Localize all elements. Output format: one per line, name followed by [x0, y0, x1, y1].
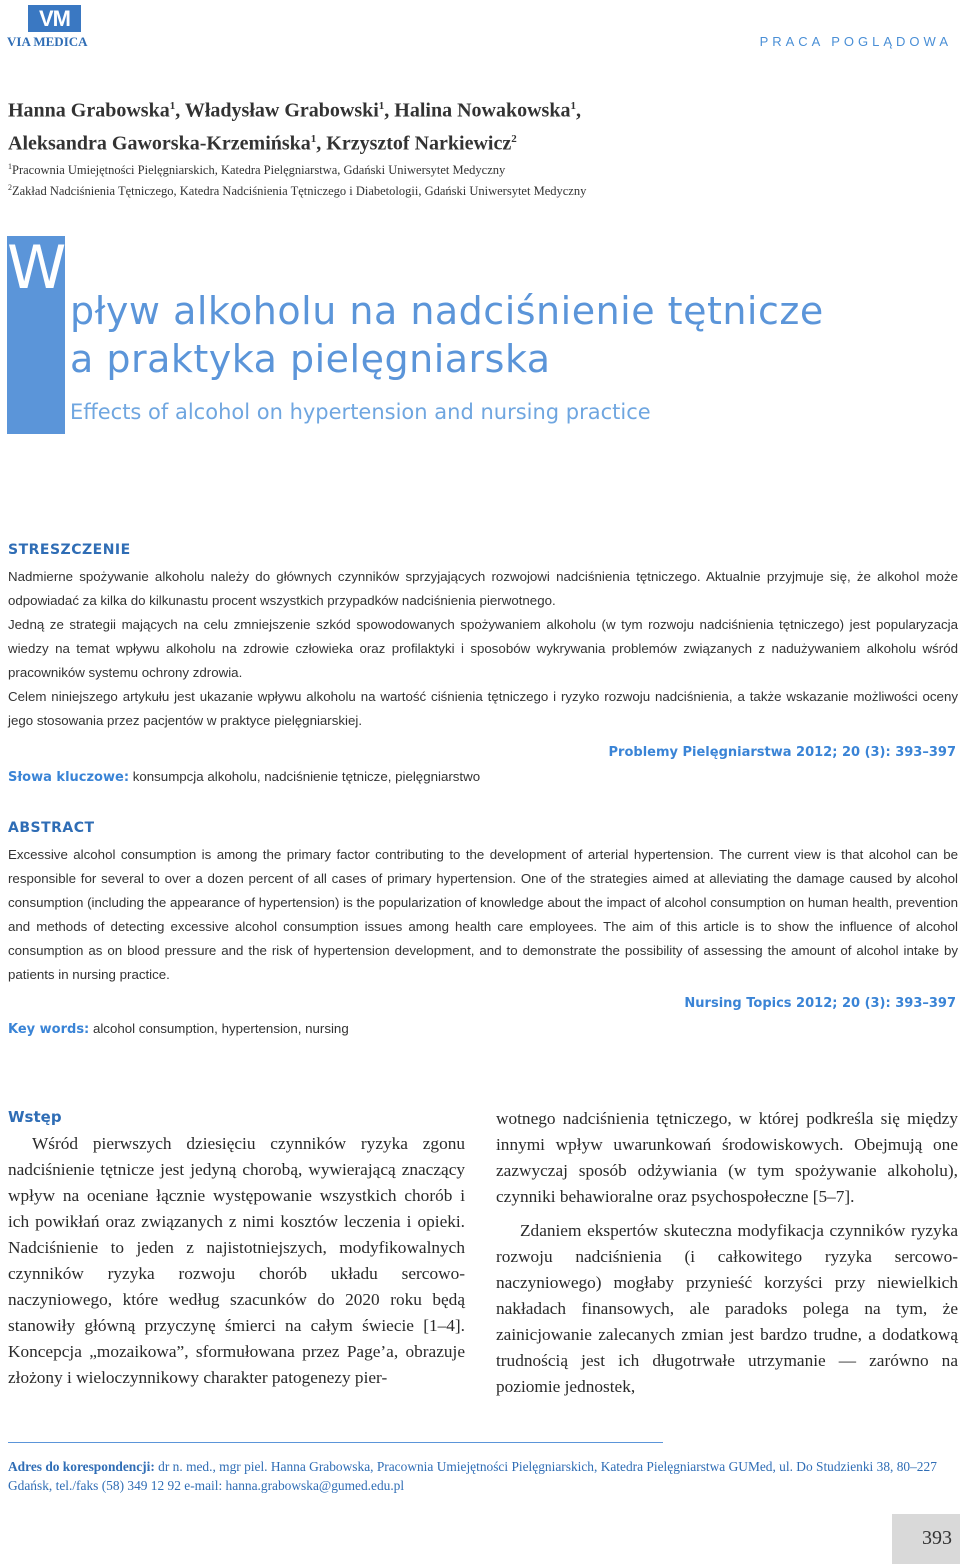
body-paragraph: Zdaniem ekspertów skuteczna modyfikacja czynników ryzyka rozwoju nadciśnienia (i całkowitego ryzyka sercowo-naczyniowego) mogłaby przynieść korzyści przy niewielkich nakładach finansowych, ale paradoks polega na tym, że zainicjowanie zalecanych zmian jest bardzo trudne, a dodatkową trudnością jest ich długotrwałe utrzymanie — zarówno na poziomie jednostek,	[496, 1221, 958, 1396]
abstract-text	[8, 843, 958, 987]
body-column-left	[8, 1131, 465, 1391]
author-name: Hanna Grabowska	[8, 99, 170, 122]
via-medica-logo	[7, 5, 99, 49]
keywords-text: alcohol consumption, hypertension, nursing	[89, 1021, 349, 1036]
article-category: PRACA POGLĄDOWA	[759, 34, 952, 49]
title-initial: W	[7, 233, 67, 303]
logo-mark: VM	[28, 5, 81, 32]
keywords-text: konsumpcja alkoholu, nadciśnienie tętnicze, pielęgniarstwo	[129, 769, 481, 784]
keywords-label: Słowa kluczowe:	[8, 770, 130, 785]
author-affil-sup: 1	[169, 100, 176, 112]
authors-line-1	[8, 92, 581, 125]
streszczenie-heading: STRESZCZENIE	[8, 542, 131, 558]
author-sep: ,	[384, 99, 395, 122]
english-citation: Nursing Topics 2012; 20 (3): 393–397	[684, 996, 956, 1011]
title-line-2: a praktyka pielęgniarska	[70, 337, 551, 381]
footnote-divider	[8, 1442, 663, 1443]
english-keywords	[8, 1020, 349, 1038]
logo-text: VIA MEDICA	[7, 34, 88, 49]
author-sep: ,	[316, 132, 327, 155]
author-name: Krzysztof Narkiewicz	[326, 132, 512, 155]
body-paragraph: wotnego nadciśnienia tętniczego, w której podkreśla się między innymi wpływ uwarunkowań środowiskowych. Obejmują one zazwyczaj sposób odżywiania (w tym spożywanie alkoholu), czynniki behawioralne oraz psychospołeczne [5–7].	[496, 1109, 958, 1206]
authors-line-2	[8, 125, 581, 158]
streszczenie-paragraph: Jedną ze strategii mających na celu zmniejszenie szkód spowodowanych spożywaniem alkoholu (w tym rozwoju nadciśnienia tętniczego) jest popularyzacja wiedzy na temat wpływu alkoholu na zdrowie człowieka oraz profilaktyki i sposobów wykrywania problemów związanych z nadużywaniem alkoholu wśród pracowników systemu ochrony zdrowia.	[8, 617, 958, 680]
section-heading-wstep: Wstęp	[8, 1108, 62, 1126]
polish-citation: Problemy Pielęgniarstwa 2012; 20 (3): 393–397	[608, 745, 956, 760]
author-affil-sup: 2	[511, 132, 517, 145]
abstract-heading: ABSTRACT	[8, 820, 95, 836]
affiliation-1: $^1$Pracownia Umiejętności Pielęgniarskich, Katedra Pielęgniarstwa, Gdański Uniwersytet Medyczny	[8, 162, 506, 178]
author-name: Władysław Grabowski	[184, 99, 379, 122]
page-number: 393	[922, 1527, 952, 1549]
title-initial-block	[7, 233, 67, 434]
author-affil-sup: 1	[570, 100, 576, 112]
correspondence-address	[8, 1457, 953, 1495]
body-paragraph: Wśród pierwszych dziesięciu czynników ryzyka zgonu nadciśnienie tętnicze jest jedyną chorobą, wywierającą znaczący wpływ na oceniane łącznie występowanie wszystkich chorób i ich powikłań oraz związanych z nimi kosztów leczenia i opieki. Nadciśnienie to jeden z najistotniejszych, modyfikowalnych czynników ryzyka rozwoju chorób układu sercowo-naczyniowego, które według szacunków do 2020 roku będą stanowiły główną przyczynę śmierci na całym świecie [1–4]. Koncepcja „mozaikowa”, sformułowana przez Page’a, obrazuje złożony i wieloczynnikowy charakter patogenezy pier-	[8, 1134, 465, 1387]
streszczenie-text	[8, 565, 958, 733]
authors	[8, 92, 581, 157]
title-line-1: pływ alkoholu na nadciśnienie tętnicze	[70, 289, 824, 333]
english-title: Effects of alcohol on hypertension and nursing practice	[70, 400, 651, 424]
author-sep: ,	[575, 99, 581, 122]
affiliation-2: $^2$Zakład Nadciśnienia Tętniczego, Katedra Nadciśnienia Tętniczego i Diabetologii, Gdański Uniwersytet Medyczny	[8, 183, 587, 199]
abstract-paragraph: Excessive alcohol consumption is among the primary factor contributing to the development of arterial hypertension. The current view is that alcohol can be responsible for several to over a dozen percent of all cases of primary hypertension. One of the strategies aimed at alleviating the damage caused by alcohol consumption (including the appearance of hypertension) is the popularization of knowledge about the impact of alcohol consumption on human health, prevention and methods of detecting excessive alcohol consumption issues among health care employees. The aim of this article is to show the influence of alcohol consumption as on blood pressure and the risk of hypertension development, and to demonstrate the possibility of assessing the amount of alcohol intake by patients in nursing practice.	[8, 847, 958, 982]
keywords-label: Key words:	[8, 1022, 90, 1037]
body-column-right	[496, 1106, 958, 1400]
author-name: Halina Nowakowska	[394, 99, 571, 122]
streszczenie-paragraph: Celem niniejszego artykułu jest ukazanie wpływu alkoholu na wartość ciśnienia tętniczego i ryzyko rozwoju nadciśnienia, a także wskazanie możliwości oceny jego stosowania przez pacjentów w praktyce pielęgniarskiej.	[8, 689, 958, 728]
page-number-box	[892, 1514, 960, 1564]
correspondence-text: dr n. med., mgr piel. Hanna Grabowska, Pracownia Umiejętności Pielęgniarskich, Katedra Pielęgniarstwa GUMed, ul. Do Studzienki 38, 80–227 Gdańsk, tel./faks (58) 349 12 92 e-mail: hanna.grabowska@gumed.edu.pl	[8, 1459, 937, 1493]
author-affil-sup: 1	[378, 100, 385, 112]
correspondence-label: Adres do korespondencji:	[8, 1459, 155, 1474]
article-title	[70, 287, 824, 383]
author-affil-sup: 1	[310, 132, 317, 145]
streszczenie-paragraph: Nadmierne spożywanie alkoholu należy do głównych czynników sprzyjających rozwojowi nadciśnienia tętniczego. Aktualnie przyjmuje się, że alkohol może odpowiadać za kilka do kilkunastu procent wszystkich przypadków nadciśnienia pierwotnego.	[8, 569, 958, 608]
author-name: Aleksandra Gaworska-Krzemińska	[8, 132, 311, 155]
author-sep: ,	[175, 99, 185, 122]
affiliations	[8, 158, 586, 200]
polish-keywords	[8, 768, 480, 786]
